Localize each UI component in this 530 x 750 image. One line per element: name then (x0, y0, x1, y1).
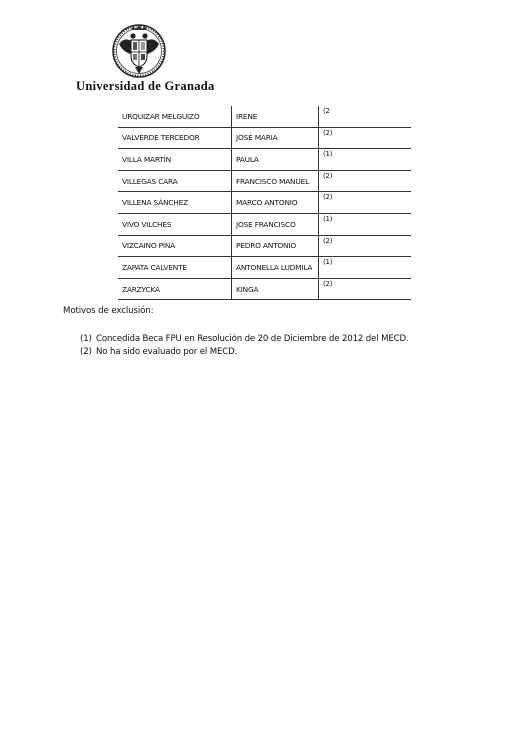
table-row (118, 170, 411, 192)
surnames-cell: VILLA MARTÍN (118, 149, 232, 171)
table-row (118, 127, 411, 149)
name-cell: PAULA (232, 149, 319, 171)
motivo-cell: (2) (319, 235, 412, 257)
surnames-cell: VILLEGAS CARA (118, 170, 232, 192)
motivo-cell: (2) (319, 127, 412, 149)
table-row (118, 106, 411, 127)
reason-number: (1) (80, 334, 92, 344)
motivo-cell: (1) (319, 149, 412, 171)
motivo-cell: (1) (319, 213, 412, 235)
motivo-cell: (2) (319, 192, 412, 214)
name-cell: MARCO ANTONIO (232, 192, 319, 214)
name-cell: JOSE FRANCISCO (232, 213, 319, 235)
surnames-cell: ZARZYCKA (118, 278, 232, 300)
reason-text: No ha sido evaluado por el MECD. (96, 346, 238, 357)
name-cell: ANTONELLA LUDMILA (232, 257, 319, 279)
list-item (80, 333, 409, 346)
name-cell: IRENE (232, 106, 319, 127)
exclusion-reasons-title: Motivos de exclusión: (63, 306, 154, 316)
table-row (118, 278, 411, 300)
reason-number: (2) (80, 346, 92, 357)
motivo-cell: (2 (319, 106, 412, 127)
surnames-cell: VALVERDE TERCEDOR (118, 127, 232, 149)
table-row (118, 192, 411, 214)
table-row (118, 257, 411, 279)
surnames-cell: VIVO VILCHES (118, 213, 232, 235)
name-cell: PEDRO ANTONIO (232, 235, 319, 257)
table-row (118, 235, 411, 257)
table-row (118, 213, 411, 235)
list-item (80, 346, 409, 359)
university-crest-icon (111, 22, 167, 78)
exclusion-reasons-list (80, 333, 409, 358)
table-row (118, 149, 411, 171)
motivo-cell: (2) (319, 170, 412, 192)
surnames-cell: URQUIZAR MELGUIZO (118, 106, 232, 127)
reason-text: Concedida Beca FPU en Resolución de 20 de Diciembre de 2012 del MECD. (96, 334, 409, 344)
surnames-cell: VILLENA SÁNCHEZ (118, 192, 232, 214)
surnames-cell: VIZCAINO PINA (118, 235, 232, 257)
name-cell: JOSÉ MARIA (232, 127, 319, 149)
university-name: Universidad de Granada (76, 79, 215, 93)
name-cell: FRANCISCO MANUEL (232, 170, 319, 192)
surnames-cell: ZAPATA CALVENTE (118, 257, 232, 279)
motivo-cell: (2) (319, 278, 412, 300)
name-cell: KINGA (232, 278, 319, 300)
excluded-candidates-table (118, 106, 411, 300)
motivo-cell: (1) (319, 257, 412, 279)
